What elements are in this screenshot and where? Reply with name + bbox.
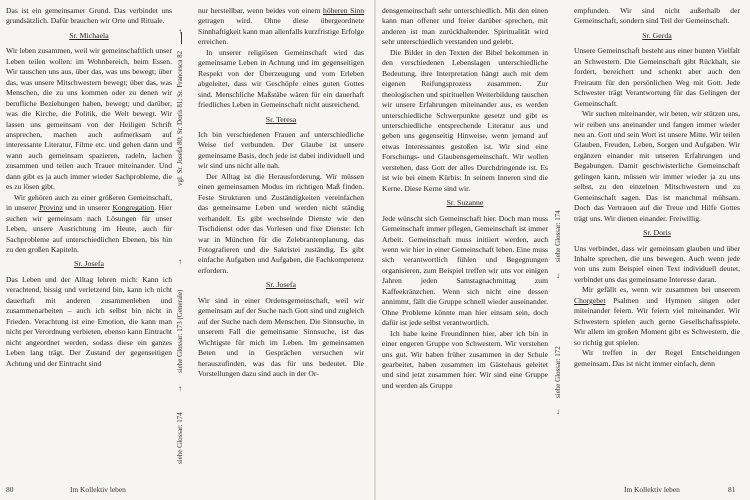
arrow-down-icon: ↓ xyxy=(556,271,560,280)
speaker-heading: Sr. Doris xyxy=(643,228,671,238)
paragraph: Jede wünscht sich Gemeinschaft hier. Doch man muss Gemeinschaft immer pflegen, Gemeinschaft ist immer Arbeit. Gemeinschaft muss initiiert werden, auch wenn wir hier in einer Gemeinschaft leben. Eine muss sich verantwortlich fühlen und Begegnungen organisieren, zum Beispiel treffen wir uns vor einigen Jahren jeden Samstagnachmittag zum Kaffeekränzchen. Wenn sich nicht eine dessen annimmt, fällt die Gruppe schnell wieder auseinander. Ohne Probleme könnte man hier einsam sein, doch dafür ist jede selbst verantwortlich. xyxy=(382,213,548,328)
arrow-down-icon: ↓ xyxy=(556,407,560,416)
margin-note-glossary: siehe Glossar: 174 xyxy=(176,412,184,464)
paragraph: Das ist ein gemeinsamer Grund. Das verbindet uns grundsätzlich. Dafür brauchen wir Orte und Rituale. xyxy=(6,6,172,26)
paragraph: Ich bin verschiedenen Frauen auf unterschiedliche Weise tief verbunden. Der Glaube ist unsere gemeinsame Basis, doch jede ist dabei individuell und wir sind uns nicht alle nah. xyxy=(198,129,364,171)
speaker-heading: Sr. Michaela xyxy=(69,30,109,40)
paragraph: densgemeinschaft sehr unterschiedlich. Mit den einen kann man offener und freier darüber sprechen, mit anderen ist man zurückhaltender. Spiritualität wird sehr unterschiedlich verstanden und gelebt. xyxy=(382,6,548,47)
glossary-term-provinz[interactable]: Provinz xyxy=(39,203,63,213)
paragraph: Das Leben und der Alltag lehren mich: Kann ich verachtend, bissig und verletzend bin, kann ich nicht dauerhaft mit anderen zusammenleben und zusammenarbeiten – auch ich selbst bin nicht in Frieden. Verachtung ist eine Emotion, die kann man nicht per Verordnung verbieten, ebenso kann Eintracht nicht angeordnet werden, sodass diese ein ganzes Leben lang trägt. Der Zustand der gegenseitigen Achtung und der Eintracht sind xyxy=(6,274,172,368)
paragraph: Ich habe keine Freundinnen hier, aber ich bin in einer engeren Gruppe von Schwestern. Wir verstehen uns gut. Wir haben früher zusammen in der Schule gearbeitet, haben zusammen im Gästehaus geleitet und sind jetzt zusammen hier. Wir sind eine Gruppe und werden als Gruppe xyxy=(382,328,548,390)
glossary-term-kongregation[interactable]: Kongregation xyxy=(112,203,155,213)
left-page xyxy=(0,0,374,500)
page-number: 80 xyxy=(6,485,14,494)
right-column-1 xyxy=(382,6,548,391)
paragraph: Uns verbindet, dass wir gemeinsam glauben und über Inhalte sprechen, die uns bewegen. Auch wenn jede von uns zum Beispiel einen Text individuell deutet, verbindet uns das gemeinsame Interesse daran. xyxy=(574,243,740,284)
speaker-heading: Sr. Josefa xyxy=(74,259,104,269)
arrow-up-icon: ↑ xyxy=(178,257,182,266)
speaker-heading: Sr. Gerda xyxy=(642,30,672,40)
paragraph: Wir leben zusammen, weil wir gemeinschaftlich unser Leben teilen wollen: im Wohnbereich, beim Essen. Wir tauschen uns aus, über das, was uns bewegt; über das, was unsere Mitschwestern bewegt; über das, was Menschen, die zu uns kommen oder zu denen wir berufliche Beziehungen haben, bewegt; und darüber, was die Kirche, die Politik, die Welt bewegt. Wir lassen uns gemeinsam von der Heiligen Schrift ansprechen, machen auch aufmerksam auf interessante Literatur, Filme etc. und gehen dann und wann auch gemeinsam spazieren, radeln, lachen zusammen und teilen auch Trauer miteinander. Und dann gibt es ja auch immer wieder Sachprobleme, die es zu lösen gibt. xyxy=(6,46,172,192)
margin-note-glossary: siehe Glossar: 172 xyxy=(554,346,562,398)
paragraph: Wir gehören auch zu einer größeren Gemeinschaft, in unserer Provinz und in unserer Kongregation. Hier suchen wir gemeinsam nach Lösungen für unser Leben, unsere Ausrichtung im Heute, auch für Sachprobleme auf unterschiedlichen Ebenen, bis hin zu den großen Kapiteln. xyxy=(6,192,172,254)
margin-note-crossref: vgl. Sr. Josefa 80; Sr. Doris 81; Sr. Francesca 82 xyxy=(176,50,184,186)
margin-note-glossary: siehe Glossar: 174 xyxy=(554,210,562,262)
paragraph: Wir sind in einer Ordensgemeinschaft, weil wir gemeinsam auf der Suche nach Gott sind und zugleich auf der Suche nach dem Menschen. Die Sinnsuche, in unserem Fall die gemeinsame Sinnsuche, ist das Wichtigste für mich im Leben. Im gemeinsamen Beten und in Gesprächen versuchen wir herauszufinden, was das für uns bedeutet. Die Vorstellungen dazu sind auch in der Or- xyxy=(198,295,364,378)
paragraph: empfunden. Wir sind nicht außerhalb der Gemeinschaft, sondern sind Teil der Gemeinschaft. xyxy=(574,6,740,26)
running-title: Im Kollektiv leben xyxy=(624,485,680,494)
paragraph: Mir gefällt es, wenn wir zusammen bei unserem Chorgebet Psalmen und Hymnen singen oder miteinander feiern. Wir feiern viel miteinander. Wir Schwestern spielen auch gerne Gesellschaftsspiele. Wir allem im großen Moment gibt es Schwestern, die so richtig gut spielen. xyxy=(574,285,740,347)
glossary-term-hoeherer-sinn[interactable]: höheren Sinn xyxy=(323,6,364,15)
speaker-heading: Sr. Teresa xyxy=(265,114,297,124)
speaker-heading: Sr. Suzanne xyxy=(446,198,484,208)
paragraph: Unsere Gemeinschaft besteht aus einer bunten Vielfalt an Schwestern. Die Gemeinschaft gibt Rückhalt, sie fordert, bereichert und schenkt aber auch den Freiraum für den persönlichen Weg mit Gott. Jede Schwester trägt Verantwortung für das Gelingen der Gemeinschaft. xyxy=(574,46,740,108)
left-column-2 xyxy=(198,6,364,379)
speaker-heading: Sr. Josefa xyxy=(266,280,296,290)
paragraph: Der Alltag ist die Herausforderung. Wir müssen einen gemeinsamen Modus im richtigen Maß finden. Feste Strukturen und Zuständigkeiten vereinfachen das gemeinsame Leben und werden nicht ständig verhandelt. Es gibt wechselnde Dienste wie den Tischdienst oder das Vorlesen und fixe Dienste: Ich war in München für die Zelebrantenplanung, das Fotografieren und die Sakristei zuständig. Es gibt einfache Aufgaben und Aufgaben, die Fachkompetenz erfordern. xyxy=(198,171,364,275)
paragraph: nur herstellbar, wenn beides von einem höheren Sinn getragen wird. Ohne diese übergeordnete Sinnhaftigkeit kann man allenfalls kurzfristige Erfolge erreichen. xyxy=(198,6,364,47)
right-page xyxy=(376,0,750,500)
glossary-term-chorgebet[interactable]: Chorgebet xyxy=(574,295,606,305)
paragraph: Die Bilder in den Texten der Bibel bekommen in den verschiedenen Lebenslagen unterschiedliche Bedeutung, ihre Interpretation hängt auch mit dem eigenen Reifungsprozess zusammen. Zur theologischen und spirituellen Weiterbildung tauschen wir unsere Erfahrungen miteinander aus, es werden unterschiedliche Schwerpunkte gesetzt und gibt es unterschiedliche entsprechende Literatur aus und geben uns gegenseitig Hinweise, wenn jemand auf etwas Interessantes gestoßen ist. Wir sind eine Forschungs- und Glaubensgemeinschaft. Wir wollen verstehen, dass Gott der alles Durchdringende ist. Es ist wie bei einem Kürbis: In seinem Inneren sind die Kerne. Diese Kerne sind wir. xyxy=(382,47,548,193)
paragraph: Wir treffen in der Regel Entscheidungen gemeinsam. Das ist nicht immer einfach, denn xyxy=(574,348,740,368)
right-column-2 xyxy=(574,6,740,369)
running-title: Im Kollektiv leben xyxy=(70,485,126,494)
page-number: 81 xyxy=(728,485,736,494)
paragraph: Wir suchen miteinander, wir beten, wir stützen uns, wir reiben uns aneinander und fangen immer wieder neu an. Gott und sein Wort ist unsere Mitte. Wir teilen Glauben, Freuden, Leben, Sorgen und Aufgaben. Wir ergänzen einander mit unseren Erfahrungen und Begabungen. Damit geschwisterliche Gemeinschaft gelingen kann, müssen wir immer wieder ja zu uns selbst, zu den einzelnen Mitschwestern und zu Gemeinschaft sagen. Das ist manchmal mühsam. Doch das Vertrauen auf die Treue und Hilfe Gottes trägt uns. Wir dienen einander. Freiwillig. xyxy=(574,109,740,223)
arrow-up-icon: ↑ xyxy=(178,27,182,36)
margin-note-glossary: siehe Glossar: 173 (Generale) xyxy=(176,289,184,373)
arrow-up-icon: ↑ xyxy=(178,384,182,393)
paragraph: In unserer religiösen Gemeinschaft wird das gemeinsame Leben in Achtung und im gegenseitigen Respekt von der Überzeugung und vom Erleben abgeleitet, dass wir Geschöpfe eines guten Gottes sind. Menschliche Maßstäbe wären für ein dauerhaft friedliches Leben in Gemeinschaft nicht ausreichend. xyxy=(198,47,364,110)
left-column-1 xyxy=(6,6,172,369)
